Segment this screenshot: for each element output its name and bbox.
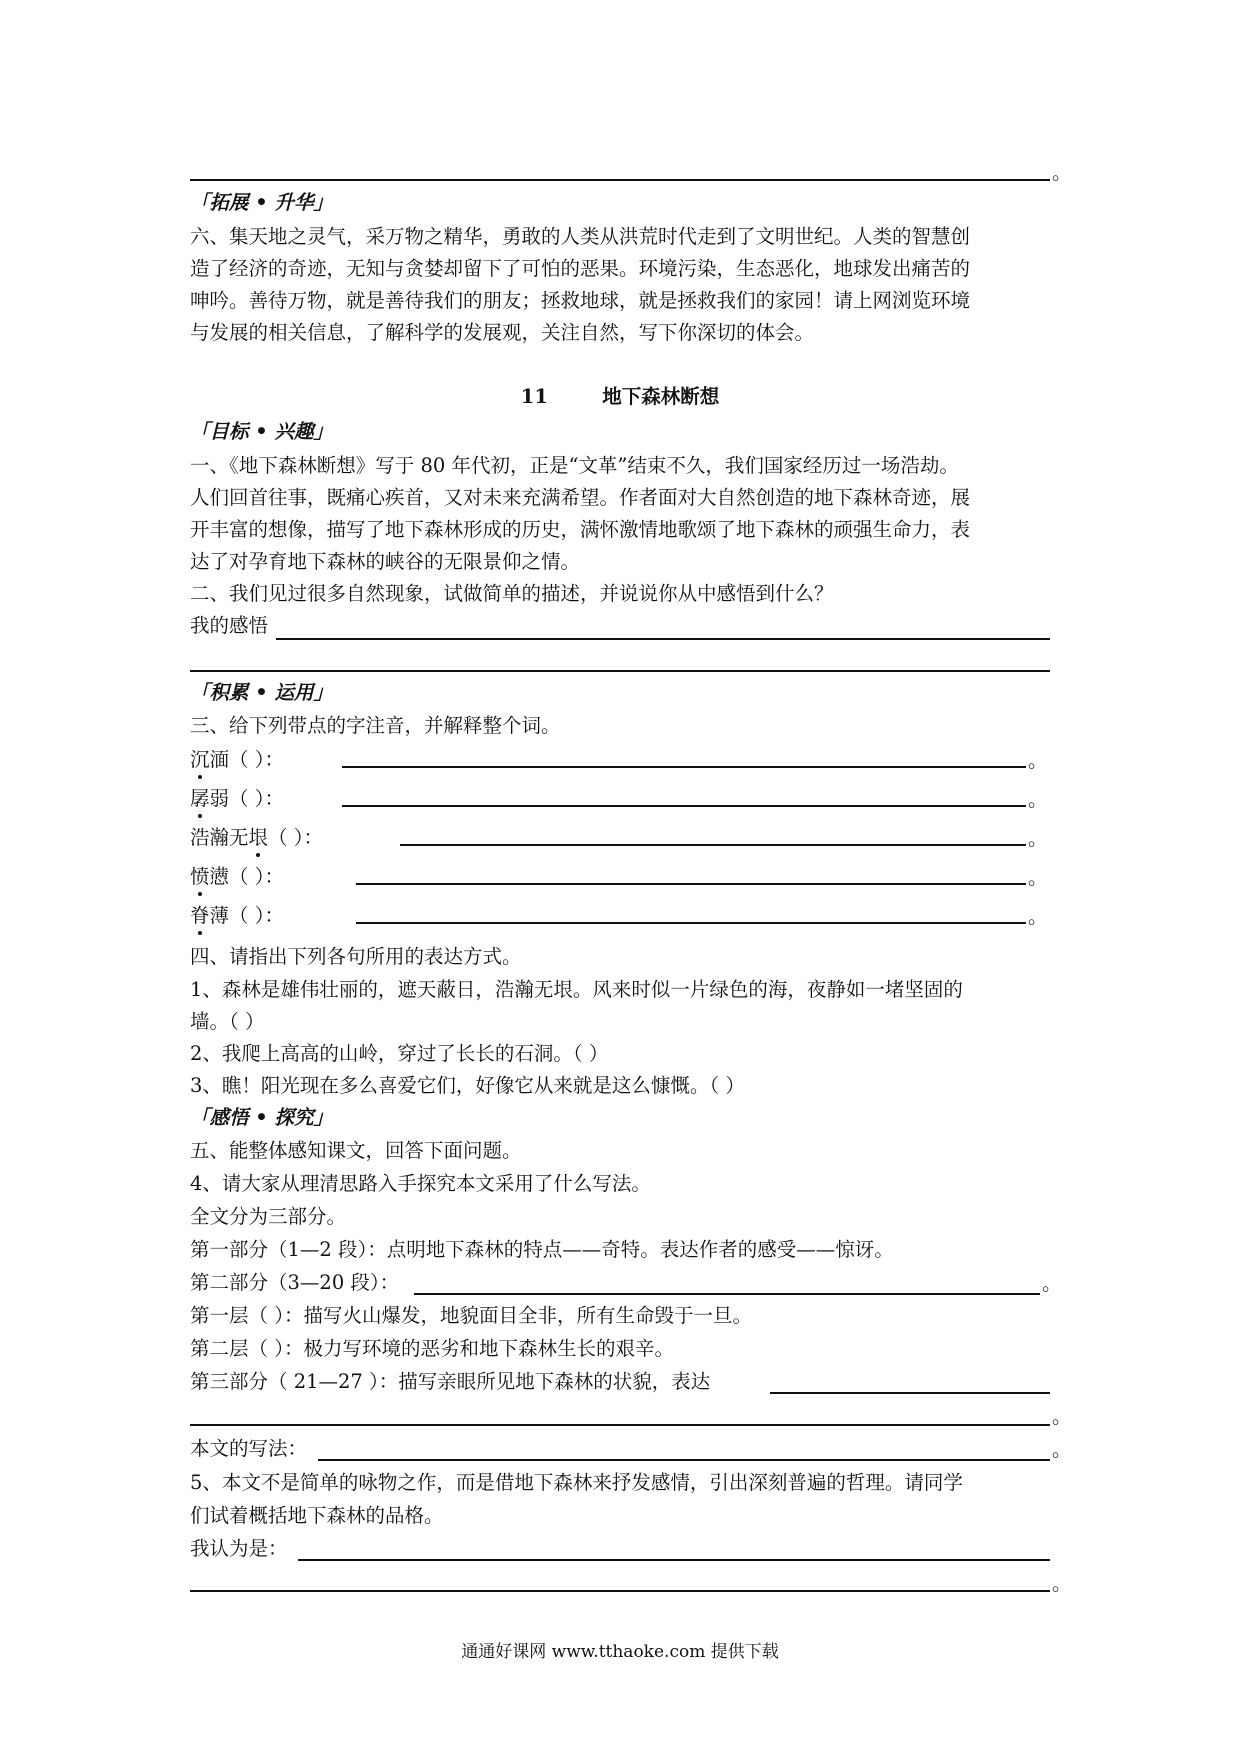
part-3: 第三部分（ 21—27 ）：描写亲眼所见地下森林的状貌，表达	[190, 1370, 711, 1393]
period-mark: 。	[1028, 905, 1048, 928]
sentence-line: 2、我爬上高高的山岭，穿过了长长的石洞。（ ）	[190, 1042, 609, 1065]
answer-line[interactable]	[190, 670, 1050, 672]
answer-line[interactable]	[356, 883, 1026, 885]
paragraph-line: 开丰富的想像，描写了地下森林形成的历史，满怀激情地歌颂了地下森林的顽强生命力，表	[190, 518, 971, 541]
part-1: 第一部分（1—2 段）：点明地下森林的特点——奇特。表达作者的感受——惊讶。	[190, 1238, 894, 1261]
pinyin-blank[interactable]: （ ）：	[268, 826, 323, 849]
dotted-char: 孱	[190, 787, 210, 810]
period-mark: 。	[1052, 161, 1072, 184]
method-label: 本文的写法：	[190, 1437, 308, 1460]
question-4b: 4、请大家从理清思路入手探究本文采用了什么写法。	[190, 1172, 651, 1195]
word-item	[190, 786, 284, 812]
question-5: 五、能整体感知课文，回答下面问题。	[190, 1139, 522, 1162]
answer-line[interactable]	[342, 766, 1026, 768]
i-think-label: 我认为是：	[190, 1537, 288, 1560]
question-5b-line: 5、本文不是简单的咏物之作，而是借地下森林来抒发感情，引出深刻普遍的哲理。请同学	[190, 1471, 963, 1494]
question-5b-line: 们试着概括地下森林的品格。	[190, 1504, 444, 1527]
paragraph-line: 一、《地下森林断想》写于 80 年代初，正是“文革”结束不久，我们国家经历过一场浩劫。	[190, 454, 959, 477]
dotted-char: 垠	[248, 826, 269, 849]
section-heading-accumulate: 「积累 • 运用」	[190, 681, 334, 704]
sentence-line: 墙。（ ）	[190, 1010, 265, 1033]
period-mark: 。	[1028, 788, 1048, 811]
question-3: 三、给下列带点的字注音，并解释整个词。	[190, 714, 561, 737]
period-mark: 。	[1028, 866, 1048, 889]
section-heading-expand: 「拓展 • 升华」	[190, 191, 334, 214]
word-rest: 懑	[209, 865, 230, 888]
answer-line[interactable]	[414, 1293, 1040, 1295]
paragraph-line: 人们回首往事，既痛心疾首，又对未来充满希望。作者面对大自然创造的地下森林奇迹，展	[190, 486, 971, 509]
answer-line[interactable]	[318, 1459, 1050, 1461]
period-mark: 。	[1028, 749, 1048, 772]
answer-line[interactable]	[400, 844, 1026, 846]
word-item	[190, 864, 284, 890]
answer-line[interactable]	[342, 805, 1026, 807]
answer-line	[190, 179, 1050, 181]
paragraph-line: 与发展的相关信息，了解科学的发展观，关注自然，写下你深切的体会。	[190, 321, 815, 344]
lesson-title: 11 地下森林断想	[520, 385, 720, 408]
word-rest: 弱	[209, 787, 230, 810]
sentence-line: 3、瞧！阳光现在多么喜爱它们，好像它从来就是这么慷慨。（ ）	[190, 1074, 745, 1097]
period-mark: 。	[1052, 1405, 1072, 1428]
question-4: 四、请指出下列各句所用的表达方式。	[190, 945, 522, 968]
answer-line[interactable]	[190, 1590, 1050, 1592]
paragraph-line: 呻吟。善待万物，就是善待我们的朋友；拯救地球，就是拯救我们的家园！请上网浏览环境	[190, 289, 971, 312]
answer-line[interactable]	[298, 1559, 1050, 1561]
word-item	[190, 747, 284, 773]
my-feeling-label: 我的感悟	[190, 614, 269, 637]
word-rest: 湎	[209, 748, 230, 771]
structure-intro: 全文分为三部分。	[190, 1205, 347, 1228]
dotted-char: 愤	[190, 865, 210, 888]
layer-2: 第二层（ ）：极力写环境的恶劣和地下森林生长的艰辛。	[190, 1337, 674, 1360]
paragraph-line: 六、集天地之灵气，采万物之精华，勇敢的人类从洪荒时代走到了文明世纪。人类的智慧创	[190, 225, 971, 248]
word-item	[190, 825, 323, 851]
period-mark: 。	[1042, 1272, 1062, 1295]
answer-line[interactable]	[356, 922, 1026, 924]
section-heading-explore: 「感悟 • 探究」	[190, 1106, 334, 1129]
period-mark: 。	[1052, 1438, 1072, 1461]
word-pre: 浩瀚无	[190, 826, 249, 849]
dotted-char: 脊	[190, 904, 210, 927]
part-2: 第二部分（3—20 段）：	[190, 1271, 400, 1294]
paragraph-line: 造了经济的奇迹，无知与贪婪却留下了可怕的恶果。环境污染，生态恶化，地球发出痛苦的	[190, 257, 971, 280]
paragraph-line: 达了对孕育地下森林的峡谷的无限景仰之情。	[190, 550, 581, 573]
pinyin-blank[interactable]: （ ）：	[229, 748, 284, 771]
word-item	[190, 903, 284, 929]
dotted-char: 沉	[190, 748, 210, 771]
answer-line[interactable]	[276, 638, 1050, 640]
pinyin-blank[interactable]: （ ）：	[229, 865, 284, 888]
period-mark: 。	[1052, 1572, 1072, 1595]
word-rest: 薄	[209, 904, 230, 927]
paragraph-line: 二、我们见过很多自然现象，试做简单的描述，并说说你从中感悟到什么？	[190, 582, 834, 605]
answer-line[interactable]	[190, 1424, 1050, 1426]
sentence-line: 1、森林是雄伟壮丽的，遮天蔽日，浩瀚无垠。风来时似一片绿色的海，夜静如一堵坚固的	[190, 978, 963, 1001]
answer-line[interactable]	[770, 1392, 1050, 1394]
section-heading-goal: 「目标 • 兴趣」	[190, 420, 334, 443]
period-mark: 。	[1028, 827, 1048, 850]
pinyin-blank[interactable]: （ ）：	[229, 904, 284, 927]
pinyin-blank[interactable]: （ ）：	[229, 787, 284, 810]
footer-credit: 通通好课网 www.tthaoke.com 提供下载	[461, 1642, 779, 1662]
layer-1: 第一层（ ）：描写火山爆发，地貌面目全非，所有生命毁于一旦。	[190, 1304, 752, 1327]
